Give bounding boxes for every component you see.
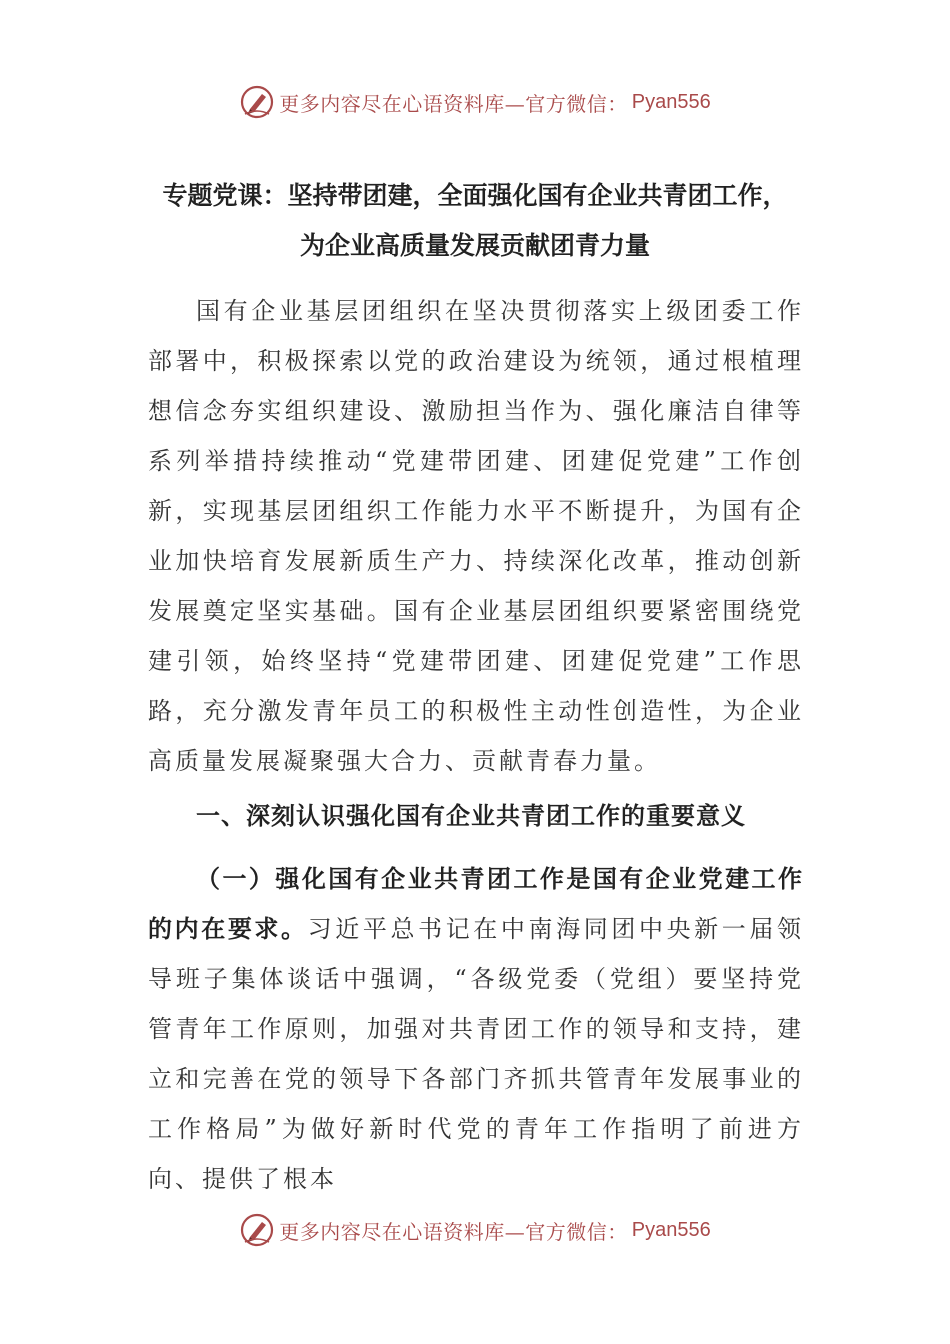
pen-logo-icon [239,1212,275,1248]
subsection-body: 习近平总书记在中南海同团中央新一届领导班子集体谈话中强调，“各级党委（党组）要坚持党管青年工作原则，加强对共青团工作的领导和支持，建立和完善在党的领导下各部门齐抓共管青年发展事业的工作格局”为做好新时代党的青年工作指明了前进方向、提供了根本 [148,915,805,1193]
watermark-text: 更多内容尽在心语资料库—官方微信： [279,1219,628,1244]
intro-paragraph: 国有企业基层团组织在坚决贯彻落实上级团委工作部署中，积极探索以党的政治建设为统领，通过根植理想信念夯实组织建设、激励担当作为、强化廉洁自律等系列举措持续推动“党建带团建、团建促党建”工作创新，实现基层团组织工作能力水平不断提升，为国有企业加快培育发展新质生产力、持续深化改革，推动创新发展奠定坚实基础。国有企业基层团组织要紧密围绕党建引领，始终坚持“党建带团建、团建促党建”工作思路，充分激发青年员工的积极性主动性创造性，为企业高质量发展凝聚强大合力、贡献青春力量。 [148,297,804,775]
document-title-line1: 专题党课：坚持带团建，全面强化国有企业共青团工作， [162,181,788,210]
watermark-handle: Pyan556 [631,1218,711,1241]
document-title-line2: 为企业高质量发展贡献团青力量 [299,231,650,260]
footer-watermark-banner [0,1210,950,1250]
watermark-text: 更多内容尽在心语资料库—官方微信： [279,91,628,116]
subsection-lead: （一）强化国有企业共青团工作是国有企业党建工作的内在要求。 [148,864,804,943]
section-heading-1: 一、深刻认识强化国有企业共青团工作的重要意义 [196,801,746,830]
pen-logo-icon [239,84,275,120]
subsection-paragraph-1 [148,854,804,1204]
header-watermark-banner [0,82,950,122]
watermark-handle: Pyan556 [631,90,711,113]
